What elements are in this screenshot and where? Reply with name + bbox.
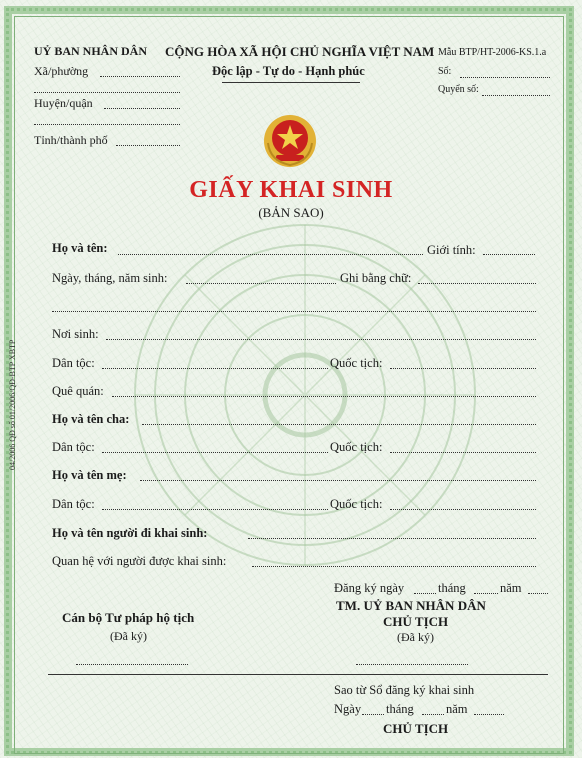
chu-tich-signature-field[interactable] <box>356 664 468 665</box>
separator-rule <box>48 674 548 675</box>
ghi-bang-chu-field[interactable] <box>418 283 536 284</box>
dang-ky-nam-field[interactable] <box>528 593 548 594</box>
side-note: 04/2006 QĐ số 01/2006/QĐ-BTP XBTP <box>8 339 17 470</box>
quan-he-label: Quan hệ với người được khai sinh: <box>52 554 227 568</box>
nguoi-khai-field[interactable] <box>248 538 536 539</box>
so-label: Số: <box>438 66 452 77</box>
quoc-tich-me-field[interactable] <box>390 509 536 510</box>
gioi-tinh-field[interactable] <box>483 254 535 255</box>
can-bo-da-ky: (Đã ký) <box>110 629 147 643</box>
xa-label: Xã/phường <box>34 64 89 78</box>
ho-ten-field[interactable] <box>118 254 423 255</box>
can-bo-signature-field[interactable] <box>76 664 188 665</box>
quyen-so-label: Quyển số: <box>438 84 479 95</box>
document-title: GIẤY KHAI SINH <box>189 177 393 203</box>
huyen-field[interactable] <box>104 108 180 109</box>
huyen-field-2[interactable] <box>34 124 180 125</box>
quoc-tich-label: Quốc tịch: <box>330 356 383 370</box>
que-quan-field[interactable] <box>112 396 536 397</box>
watermark-emblem-icon <box>125 215 485 575</box>
dang-ky-nam-label: năm <box>500 581 522 595</box>
dan-toc-field[interactable] <box>102 368 328 369</box>
can-bo-label: Cán bộ Tư pháp hộ tịch <box>62 610 195 625</box>
ngay-sinh-field[interactable] <box>186 283 336 284</box>
ghi-bang-chu-label: Ghi bằng chữ: <box>340 271 412 285</box>
tinh-field[interactable] <box>116 145 180 146</box>
motto-underline <box>222 82 360 83</box>
quoc-tich-me-label: Quốc tịch: <box>330 497 383 511</box>
dang-ky-thang-field[interactable] <box>474 593 498 594</box>
ngay-sinh-field-2[interactable] <box>52 311 536 312</box>
dan-toc-cha-field[interactable] <box>102 452 328 453</box>
quan-he-field[interactable] <box>252 566 536 567</box>
chu-tich-da-ky: (Đã ký) <box>397 630 434 644</box>
form-code: Mẫu BTP/HT-2006-KS.1.a <box>438 47 547 58</box>
tm-ubnd-label: TM. UỶ BAN NHÂN DÂN <box>336 598 486 613</box>
sao-ngay-field[interactable] <box>362 714 384 715</box>
ngay-sinh-label: Ngày, tháng, năm sinh: <box>52 271 168 285</box>
huyen-label: Huyện/quận <box>34 96 93 110</box>
ho-ten-me-label: Họ và tên mẹ: <box>52 468 127 482</box>
left-header-title: UỶ BAN NHÂN DÂN <box>34 44 147 58</box>
ho-ten-label: Họ và tên: <box>52 241 108 255</box>
chu-tich-label: CHỦ TỊCH <box>383 614 449 629</box>
so-field[interactable] <box>460 77 550 78</box>
tinh-label: Tỉnh/thành phố <box>34 133 108 147</box>
ho-ten-cha-field[interactable] <box>142 424 536 425</box>
quoc-tich-cha-field[interactable] <box>390 452 536 453</box>
sao-chu-tich-label: CHỦ TỊCH <box>383 721 449 736</box>
dan-toc-me-field[interactable] <box>102 509 328 510</box>
gioi-tinh-label: Giới tính: <box>427 243 476 257</box>
ho-ten-cha-label: Họ và tên cha: <box>52 412 130 426</box>
xa-field[interactable] <box>100 76 180 77</box>
dan-toc-cha-label: Dân tộc: <box>52 440 95 454</box>
dang-ky-label: Đăng ký ngày <box>334 581 405 595</box>
nguoi-khai-label: Họ và tên người đi khai sinh: <box>52 526 208 540</box>
motto: Độc lập - Tự do - Hạnh phúc <box>212 64 365 78</box>
quyen-so-field[interactable] <box>482 95 550 96</box>
quoc-tich-field[interactable] <box>390 368 536 369</box>
sao-nam-field[interactable] <box>474 714 504 715</box>
country-name: CỘNG HÒA XÃ HỘI CHỦ NGHĨA VIỆT NAM <box>165 44 435 59</box>
que-quan-label: Quê quán: <box>52 384 104 398</box>
noi-sinh-field[interactable] <box>106 339 536 340</box>
dang-ky-thang-label: tháng <box>438 581 466 595</box>
dan-toc-me-label: Dân tộc: <box>52 497 95 511</box>
document-subtitle: (BẢN SAO) <box>258 205 324 220</box>
sao-ngay-label: Ngày <box>334 702 362 716</box>
quoc-tich-cha-label: Quốc tịch: <box>330 440 383 454</box>
noi-sinh-label: Nơi sinh: <box>52 327 99 341</box>
dan-toc-label: Dân tộc: <box>52 356 95 370</box>
dang-ky-ngay-field[interactable] <box>414 593 436 594</box>
sao-thang-label: tháng <box>386 702 414 716</box>
ho-ten-me-field[interactable] <box>140 480 536 481</box>
sao-thang-field[interactable] <box>422 714 444 715</box>
sao-nam-label: năm <box>446 702 468 716</box>
national-emblem-icon <box>262 113 318 169</box>
xa-field-2[interactable] <box>34 92 180 93</box>
sao-tu-label: Sao từ Sổ đăng ký khai sinh <box>334 683 475 697</box>
